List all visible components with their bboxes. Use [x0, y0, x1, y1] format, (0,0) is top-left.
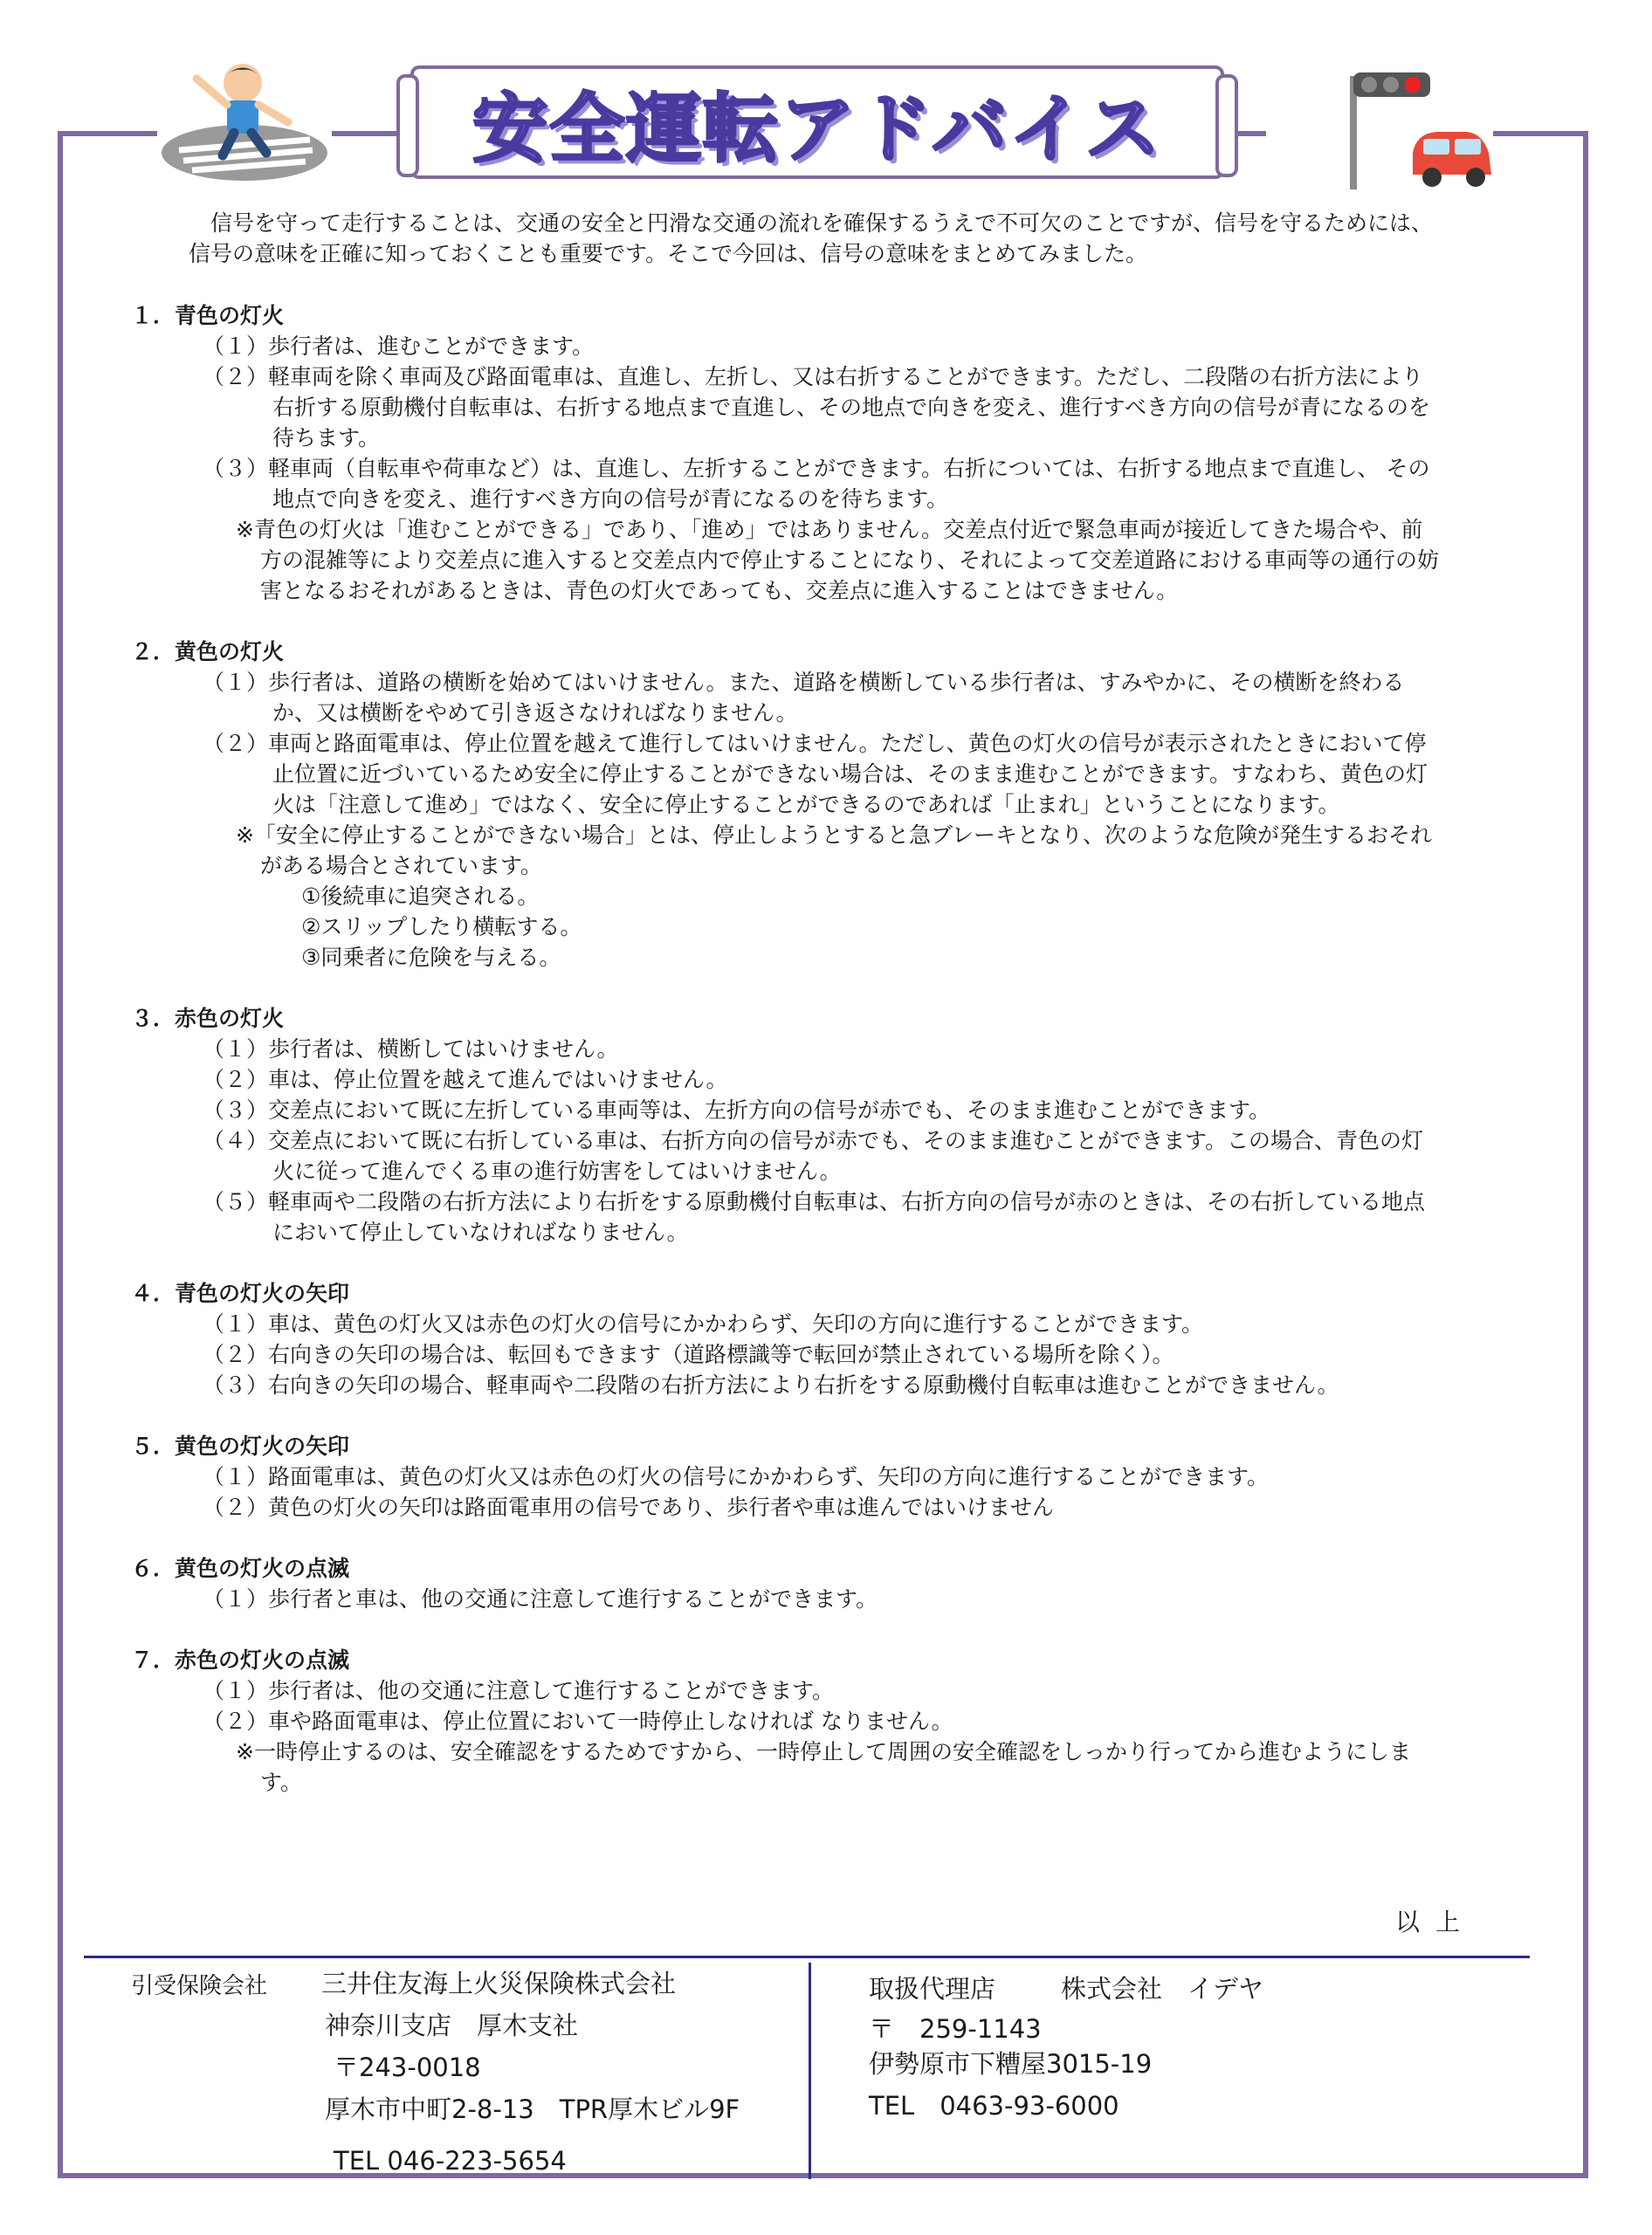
insurer-address: 厚木市中町2-8-13 TPR厚木ビル9F	[325, 2094, 740, 2124]
note: ※「安全に停止することができない場合」とは、停止しようとすると急ブレーキとなり、次のような危険が発生するおそれがある場合とされています。	[236, 822, 1432, 878]
list-item: （３）交差点において既に左折している車両等は、左折方向の信号が赤でも、そのまま進むことができます。	[203, 1097, 1271, 1123]
list-item: （１）歩行者は、横断してはいけません。	[203, 1036, 619, 1062]
list-item: （３）右向きの矢印の場合、軽車両や二段階の右折方法により右折をする原動機付自転車は進むことができません。	[203, 1372, 1339, 1398]
title-banner	[410, 65, 1224, 179]
section-title: ４．青色の灯火の矢印	[131, 1281, 350, 1306]
closing-mark: 以上	[1395, 1908, 1476, 1936]
footer-column-divider	[809, 1963, 811, 2179]
section-title: ６．黄色の灯火の点滅	[131, 1556, 350, 1581]
pedestrian-child-illustration	[157, 52, 332, 183]
list-item: （２）黄色の灯火の矢印は路面電車用の信号であり、歩行者や車は進んではいけません	[203, 1495, 1055, 1520]
section-green-arrow	[131, 1278, 1441, 1400]
list-item: （３）軽車両（自転車や荷車など）は、直進し、左折することができます。右折については、右折する地点まで直進し、 その地点で向きを変え、進行すべき方向の信号が青になるのを待ちます。	[203, 456, 1430, 512]
list-item: （１）歩行者は、進むことができます。	[203, 334, 595, 359]
section-title: ５．黄色の灯火の矢印	[131, 1434, 350, 1459]
footer-divider	[84, 1956, 1530, 1958]
section-yellow-flashing	[131, 1553, 1441, 1614]
list-item: （１）歩行者は、道路の横断を始めてはいけません。また、道路を横断している歩行者は、すみやかに、その横断を終わるか、又は横断をやめて引き返さなければなりません。	[203, 670, 1405, 726]
sub-item: ②スリップしたり横転する。	[301, 914, 582, 939]
section-green-light	[131, 300, 1441, 606]
traffic-light-car-illustration	[1336, 65, 1511, 196]
section-title: ３．赤色の灯火	[131, 1006, 285, 1031]
list-item: （１）車は、黄色の灯火又は赤色の灯火の信号にかかわらず、矢印の方向に進行することができます。	[203, 1311, 1204, 1337]
list-item: （１）歩行者と車は、他の交通に注意して進行することができます。	[203, 1586, 878, 1612]
intro-paragraph: 信号を守って走行することは、交通の安全と円滑な交通の流れを確保するうえで不可欠のことですが、信号を守るためには、信号の意味を正確に知っておくことも重要です。そこで今回は、信号の意味をまとめてみました。	[189, 210, 1434, 266]
page-title: 安全運転アドバイス	[472, 86, 1162, 173]
list-item: （２）軽車両を除く車両及び路面電車は、直進し、左折し、又は右折することができます。ただし、二段階の右折方法により右折する原動機付自転車は、右折する地点まで直進し、その地点で向きを変え、進行すべき方向の信号が青になるのを待ちます。	[203, 364, 1431, 450]
list-item: （４）交差点において既に右折している車は、右折方向の信号が赤でも、そのまま進むことができます。この場合、青色の灯火に従って進んでくる車の進行妨害をしてはいけません。	[203, 1128, 1424, 1184]
list-item: （１）路面電車は、黄色の灯火又は赤色の灯火の信号にかかわらず、矢印の方向に進行することができます。	[203, 1464, 1270, 1489]
section-title: １．青色の灯火	[131, 303, 285, 328]
sub-item: ③同乗者に危険を与える。	[301, 945, 561, 970]
agent-tel: TEL 0463-93-6000	[869, 2091, 1119, 2121]
note: ※一時停止するのは、安全確認をするためですから、一時停止して周囲の安全確認をしっかり行ってから進むようにします。	[236, 1739, 1411, 1795]
insurer-zip: 〒243-0018	[334, 2053, 481, 2082]
agent-label: 取扱代理店	[869, 1974, 996, 2004]
list-item: （２）車は、停止位置を越えて進んではいけません。	[203, 1067, 728, 1092]
list-item: （２）車両と路面電車は、停止位置を越えて進行してはいけません。ただし、黄色の灯火の信号が表示されたときにおいて停止位置に近づいているため安全に停止することができない場合は、そのまま進むことができます。すなわち、黄色の灯火は「注意して進め」ではなく、安全に停止することができるのであれば「止まれ」ということになります。	[203, 731, 1428, 817]
agent-address: 伊勢原市下糟屋3015-19	[869, 2049, 1153, 2079]
sub-item: ①後続車に追突される。	[301, 884, 540, 909]
main-content	[131, 208, 1441, 1828]
section-title: ２．黄色の灯火	[131, 639, 285, 664]
list-item: （１）歩行者は、他の交通に注意して進行することができます。	[203, 1678, 835, 1703]
agent-name: 株式会社 イデヤ	[1061, 1974, 1264, 2004]
list-item: （２）右向きの矢印の場合は、転回もできます（道路標識等で転回が禁止されている場所を除く）。	[203, 1342, 1174, 1367]
insurer-tel: TEL 046-223-5654	[334, 2146, 567, 2176]
section-yellow-arrow	[131, 1431, 1441, 1523]
section-title: ７．赤色の灯火の点滅	[131, 1647, 350, 1673]
insurer-name: 三井住友海上火災保険株式会社	[321, 1969, 677, 1998]
agent-zip: 〒 259-1143	[869, 2014, 1042, 2044]
section-red-light	[131, 1003, 1441, 1248]
list-item: （２）車や路面電車は、停止位置において一時停止しなければ なりません。	[203, 1709, 953, 1734]
section-yellow-light	[131, 636, 1441, 973]
note: ※青色の灯火は「進むことができる」であり、「進め」ではありません。交差点付近で緊急車両が接近してきた場合や、前方の混雑等により交差点に進入すると交差点内で停止することになり、それによって交差道路における車両等の通行の妨害となるおそれがあるときは、青色の灯火であっても、交差点に進入することはできません。	[236, 517, 1440, 603]
list-item: （５）軽車両や二段階の右折方法により右折をする原動機付自転車は、右折方向の信号が赤のときは、その右折している地点において停止していなければなりません。	[203, 1189, 1426, 1245]
section-red-flashing	[131, 1645, 1441, 1798]
insurer-branch: 神奈川支店 厚木支社	[325, 2011, 579, 2040]
insurer-label: 引受保険会社	[131, 1973, 268, 1999]
